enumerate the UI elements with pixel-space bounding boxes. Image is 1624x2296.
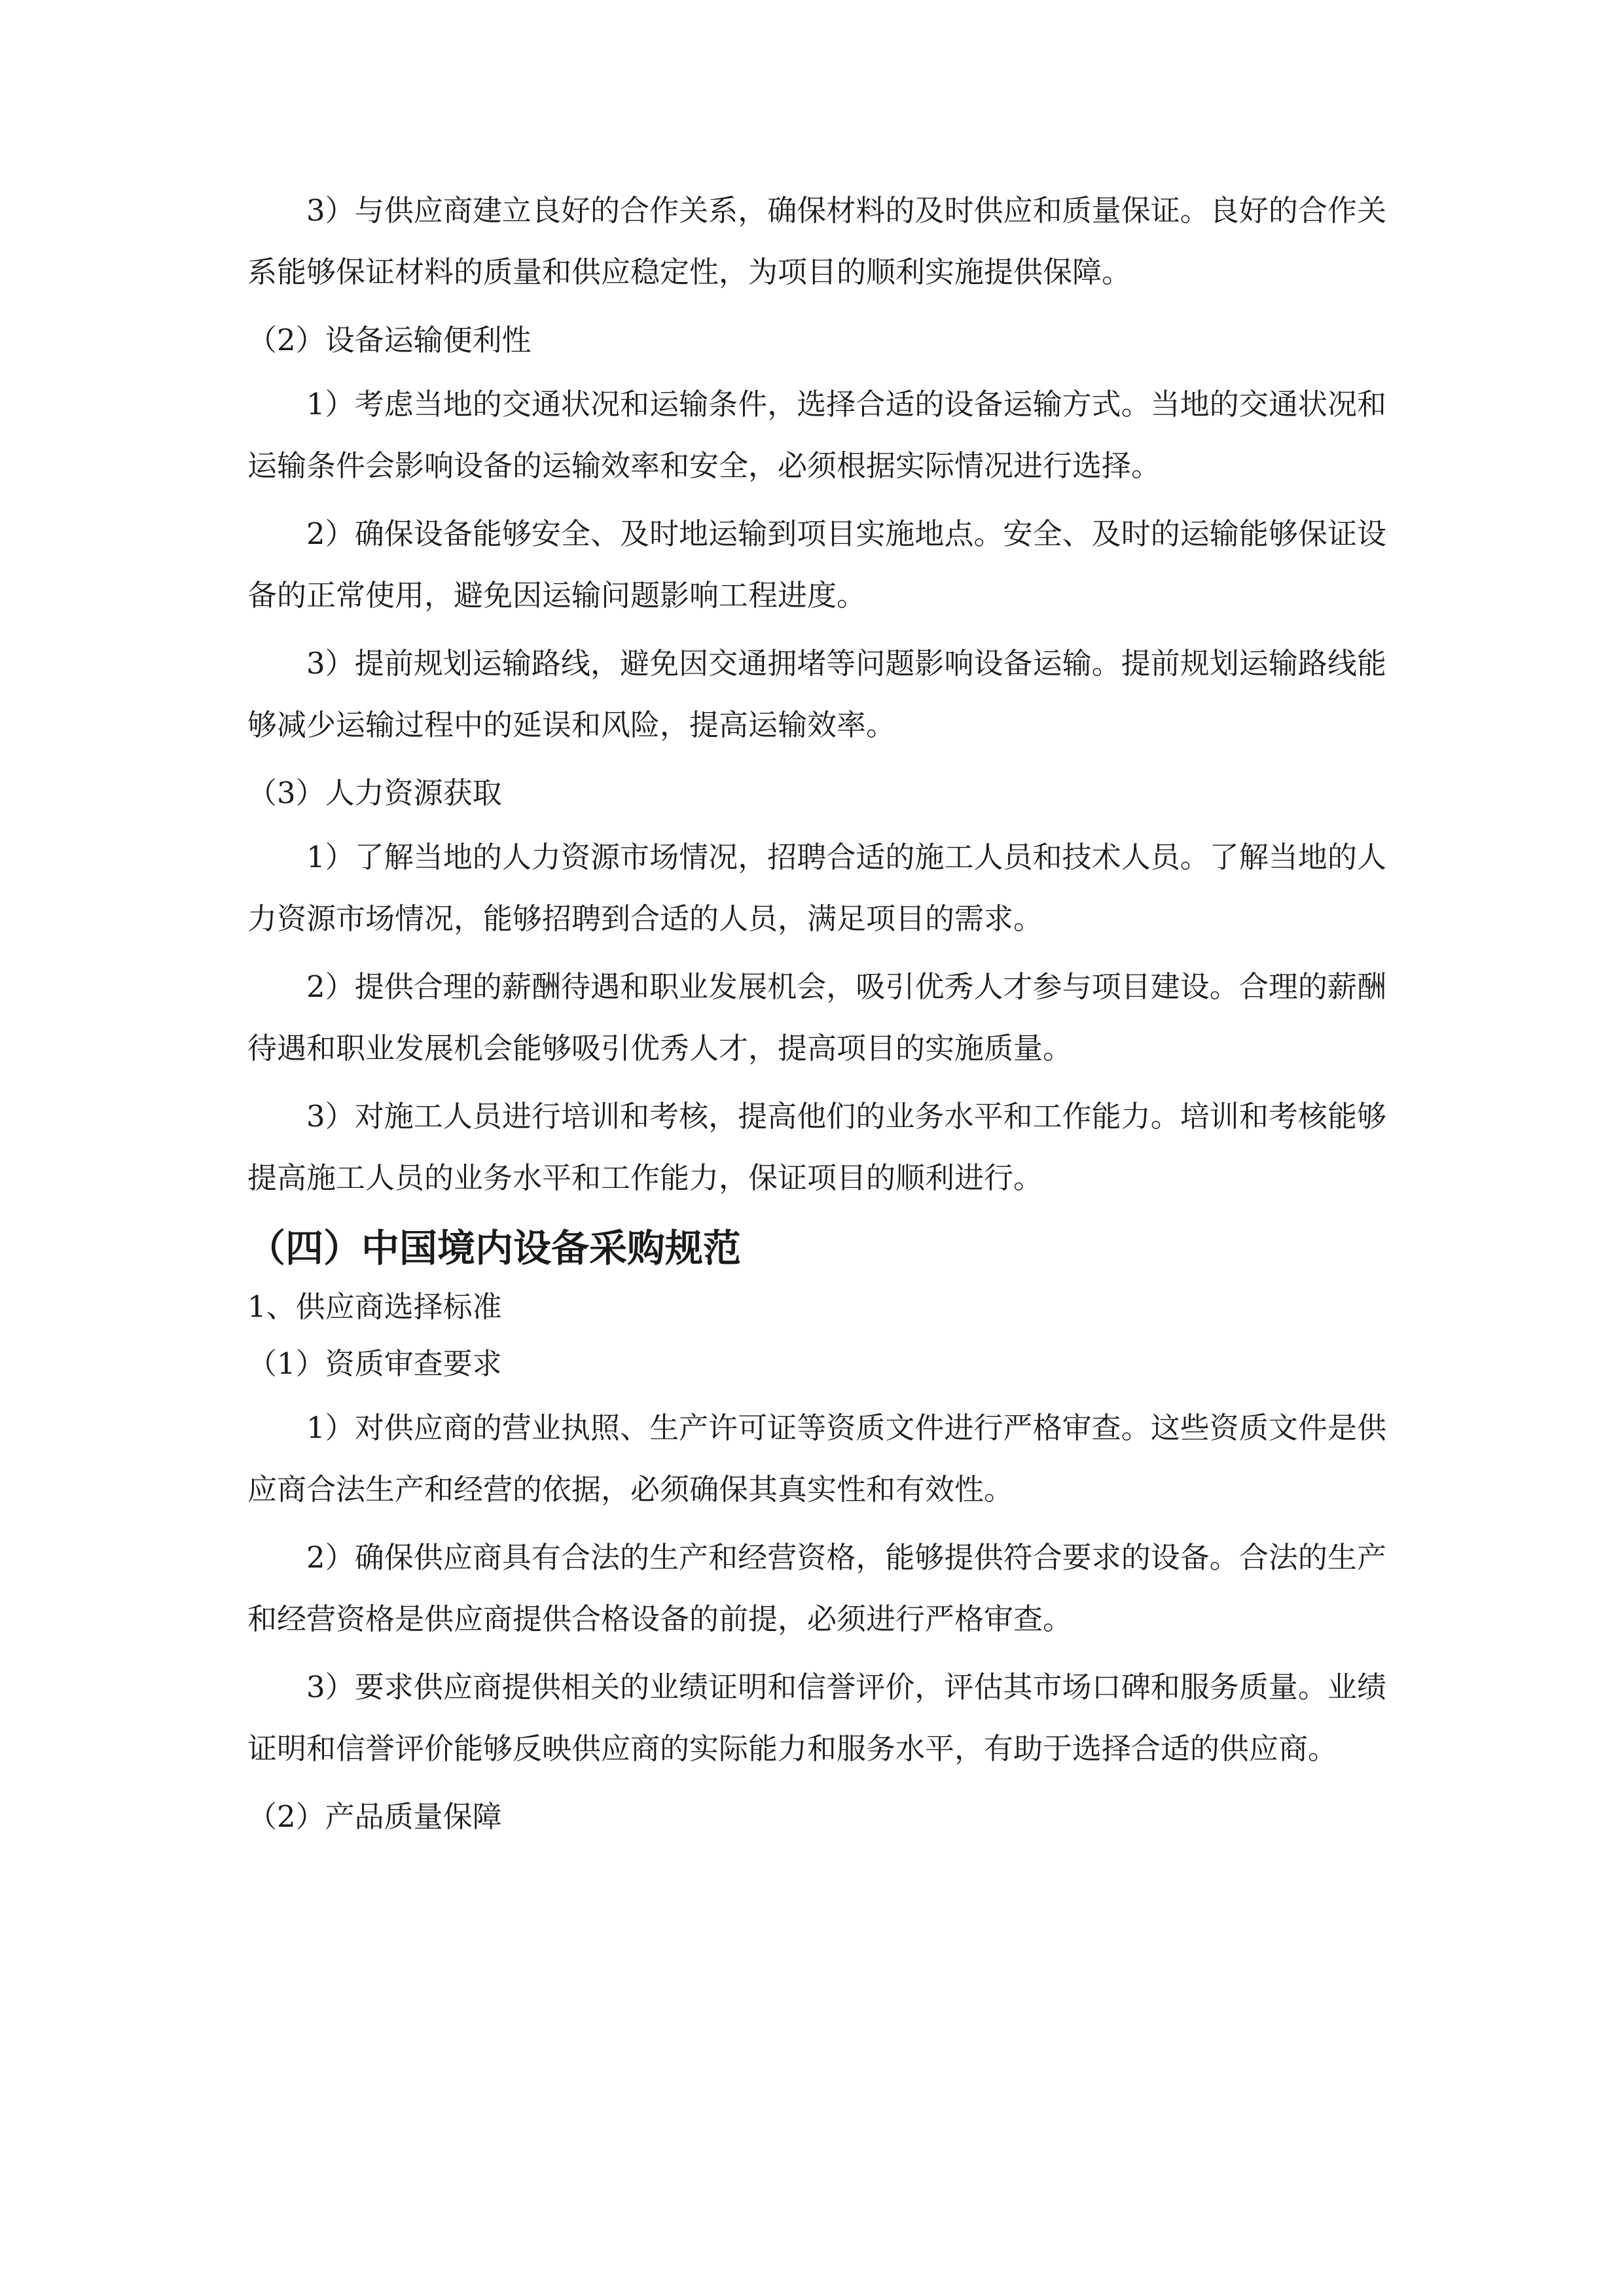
paragraph: 1）对供应商的营业执照、生产许可证等资质文件进行严格审查。这些资质文件是供应商合法生产和经营的依据，必须确保其真实性和有效性。 (247, 1410, 1386, 1507)
paragraph: 1）考虑当地的交通状况和运输条件，选择合适的设备运输方式。当地的交通状况和运输条件会影响设备的运输效率和安全，必须根据实际情况进行选择。 (247, 387, 1386, 483)
sub-heading: （3）人力资源获取 (247, 776, 502, 810)
numbered-heading: 1、供应商选择标准 (247, 1289, 502, 1324)
paragraph: 3）对施工人员进行培训和考核，提高他们的业务水平和工作能力。培训和考核能够提高施工人员的业务水平和工作能力，保证项目的顺利进行。 (247, 1099, 1386, 1195)
paragraph: 1）了解当地的人力资源市场情况，招聘合适的施工人员和技术人员。了解当地的人力资源市场情况，能够招聘到合适的人员，满足项目的需求。 (247, 840, 1386, 936)
paragraph: 3）与供应商建立良好的合作关系，确保材料的及时供应和质量保证。良好的合作关系能够保证材料的质量和供应稳定性，为项目的顺利实施提供保障。 (247, 193, 1386, 289)
paragraph: 2）确保设备能够安全、及时地运输到项目实施地点。安全、及时的运输能够保证设备的正常使用，避免因运输问题影响工程进度。 (247, 516, 1386, 613)
paragraph: 3）要求供应商提供相关的业绩证明和信誉评价，评估其市场口碑和服务质量。业绩证明和信誉评价能够反映供应商的实际能力和服务水平，有助于选择合适的供应商。 (247, 1670, 1386, 1766)
sub-heading: （1）资质审查要求 (247, 1346, 502, 1381)
sub-heading: （2）设备运输便利性 (247, 323, 532, 357)
section-heading: （四）中国境内设备采购规范 (247, 1226, 742, 1270)
paragraph: 2）确保供应商具有合法的生产和经营资格，能够提供符合要求的设备。合法的生产和经营资格是供应商提供合格设备的前提，必须进行严格审查。 (247, 1540, 1386, 1636)
paragraph: 2）提供合理的薪酬待遇和职业发展机会，吸引优秀人才参与项目建设。合理的薪酬待遇和职业发展机会能够吸引优秀人才，提高项目的实施质量。 (247, 969, 1386, 1066)
paragraph: 3）提前规划运输路线，避免因交通拥堵等问题影响设备运输。提前规划运输路线能够减少运输过程中的延误和风险，提高运输效率。 (247, 646, 1386, 742)
sub-heading: （2）产品质量保障 (247, 1799, 502, 1834)
document-body (247, 180, 1386, 1850)
